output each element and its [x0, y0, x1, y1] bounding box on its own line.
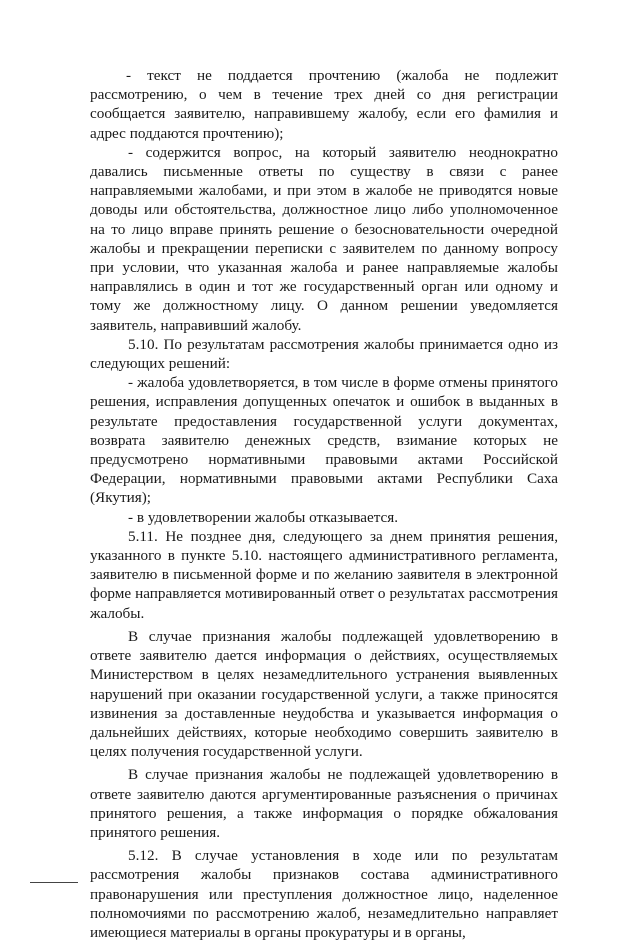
paragraph-5-10: 5.10. По результатам рассмотрения жалобы принимается одно из следующих решений:	[90, 335, 558, 373]
paragraph-complaint-rejected: - в удовлетворении жалобы отказывается.	[128, 508, 399, 526]
paragraph-rejected-response: В случае признания жалобы не подлежащей удовлетворению в ответе заявителю даются аргументированные разъяснения о причинах принятого решения, а также информация о порядке обжалования принятого решения.	[90, 766, 558, 841]
footer-divider	[30, 882, 78, 883]
document-page	[90, 66, 558, 942]
paragraph-5-12: 5.12. В случае установления в ходе или по результатам рассмотрения жалобы признаков состава административного правонарушения или преступления должностное лицо, наделенное полномочиями по рассмотрению жалоб, незамедлительно направляет имеющиеся материалы в органы прокуратуры и в органы,	[90, 847, 558, 941]
paragraph-satisfied-response: В случае признания жалобы подлежащей удовлетворению в ответе заявителю дается информация о действиях, осуществляемых Министерством в целях незамедлительного устранения выявленных нарушений при оказании государственной услуги, а также приносятся извинения за доставленные неудобства и указывается информация о дальнейших действиях, которые необходимо совершить заявителю в целях получения государственной услуги.	[90, 627, 558, 761]
paragraph-repeated-question: - содержится вопрос, на который заявителю неоднократно давались письменные ответы по существу в связи с ранее направляемыми жалобами, и при этом в жалобе не приводятся новые доводы или обстоятельства, должностное лицо либо уполномоченное на то лицо вправе принять решение о безосновательности очередной жалобы и прекращении переписки с заявителем по данному вопросу при условии, что указанная жалоба и ранее направляемые жалобы направлялись в один и тот же государственный орган или одному и тому же должностному лицу. О данном решении уведомляется заявитель, направивший жалобу.	[90, 143, 558, 334]
paragraph-5-11: 5.11. Не позднее дня, следующего за днем принятия решения, указанного в пункте 5.10. настоящего административного регламента, заявителю в письменной форме и по желанию заявителя в электронной форме направляется мотивированный ответ о результатах рассмотрения жалобы.	[90, 527, 558, 622]
paragraph-complaint-satisfied: - жалоба удовлетворяется, в том числе в форме отмены принятого решения, исправления допущенных опечаток и ошибок в выданных в результате предоставления государственной услуги документах, возврата заявителю денежных средств, взимание которых не предусмотрено нормативными правовыми актами Российской Федерации, нормативными правовыми актами Республики Саха (Якутия);	[90, 374, 558, 507]
paragraph-unreadable-text: - текст не поддается прочтению (жалоба не подлежит рассмотрению, о чем в течение трех дней со дня регистрации сообщается заявителю, направившему жалобу, если его фамилия и адрес поддаются прочтению);	[90, 67, 558, 142]
